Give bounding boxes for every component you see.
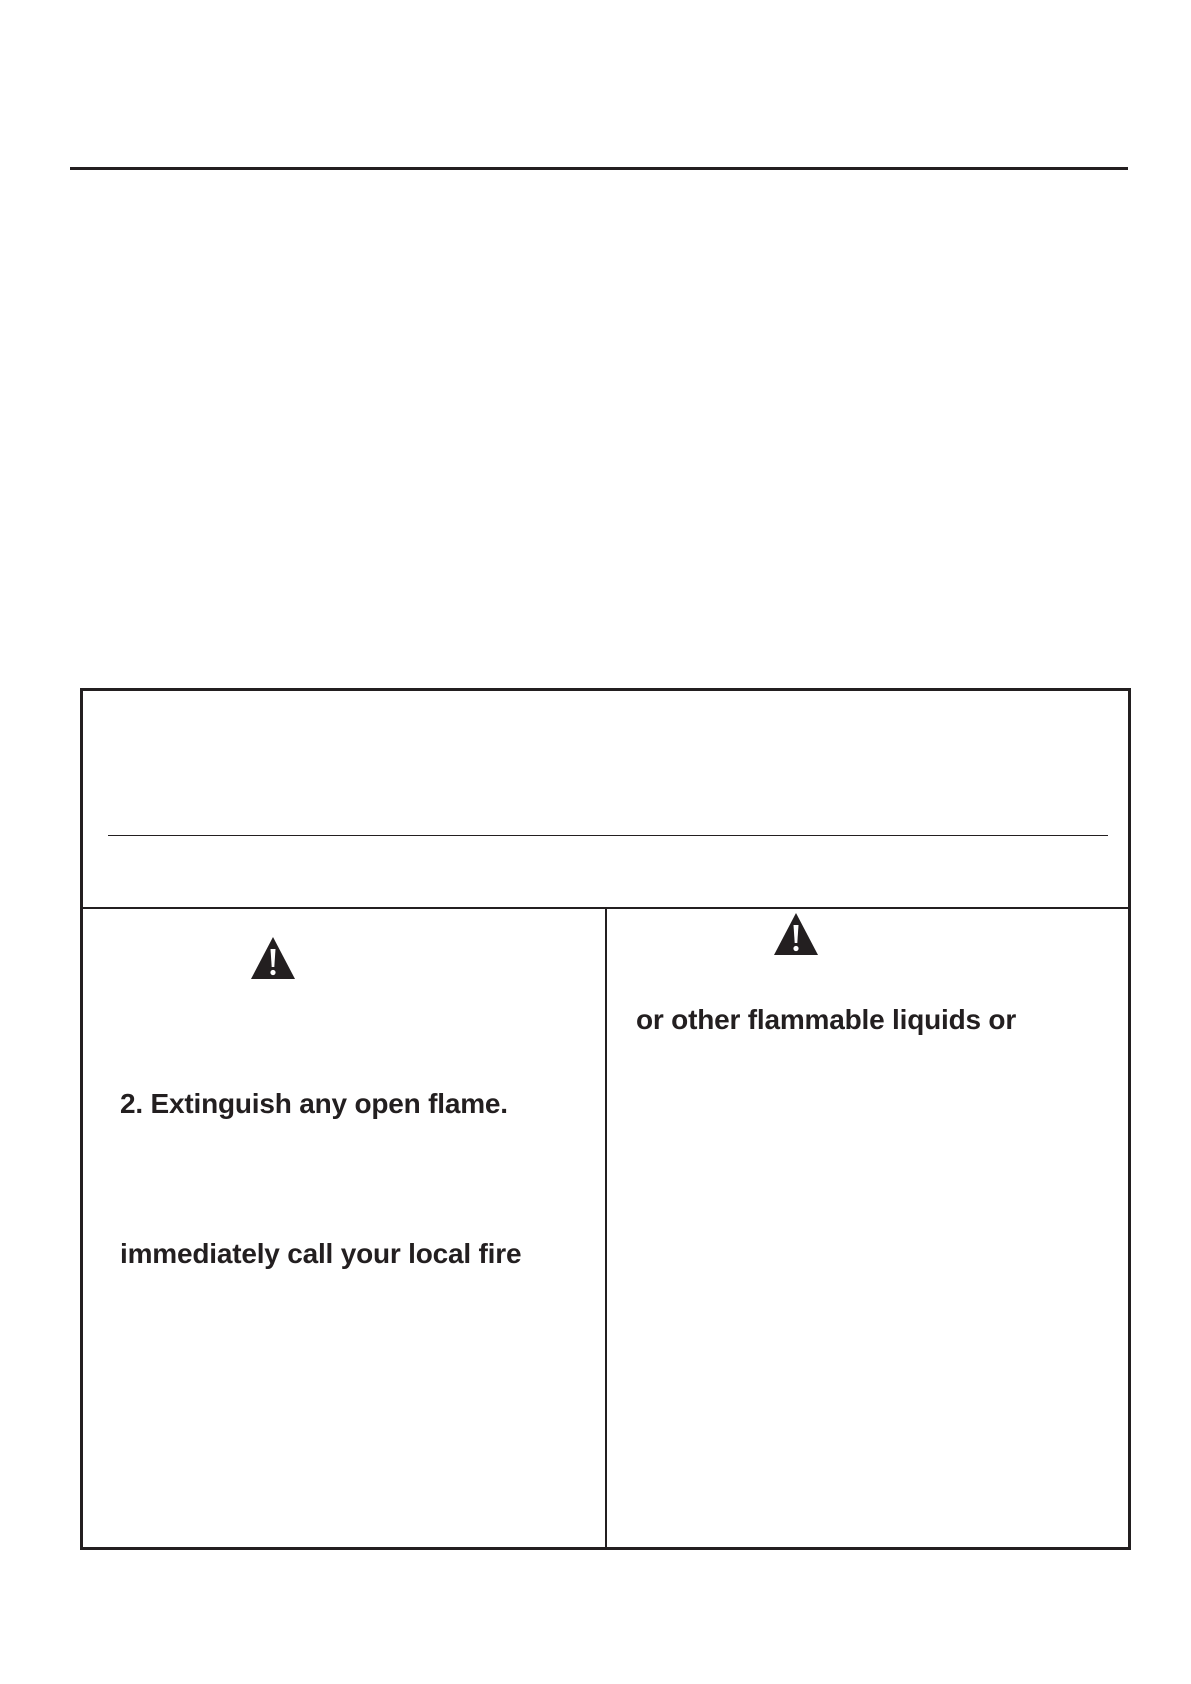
right-column-line: or other flammable liquids or [636, 1004, 1017, 1035]
left-column-line: immediately call your local fire [120, 1238, 522, 1269]
left-column-line: 2. Extinguish any open flame. [120, 1088, 508, 1119]
column-divider [605, 908, 607, 1548]
warning-triangle-icon [773, 912, 819, 956]
header-rule [108, 835, 1108, 836]
warning-box [80, 688, 1131, 1550]
warning-triangle-icon [250, 936, 296, 980]
top-rule [70, 167, 1128, 170]
